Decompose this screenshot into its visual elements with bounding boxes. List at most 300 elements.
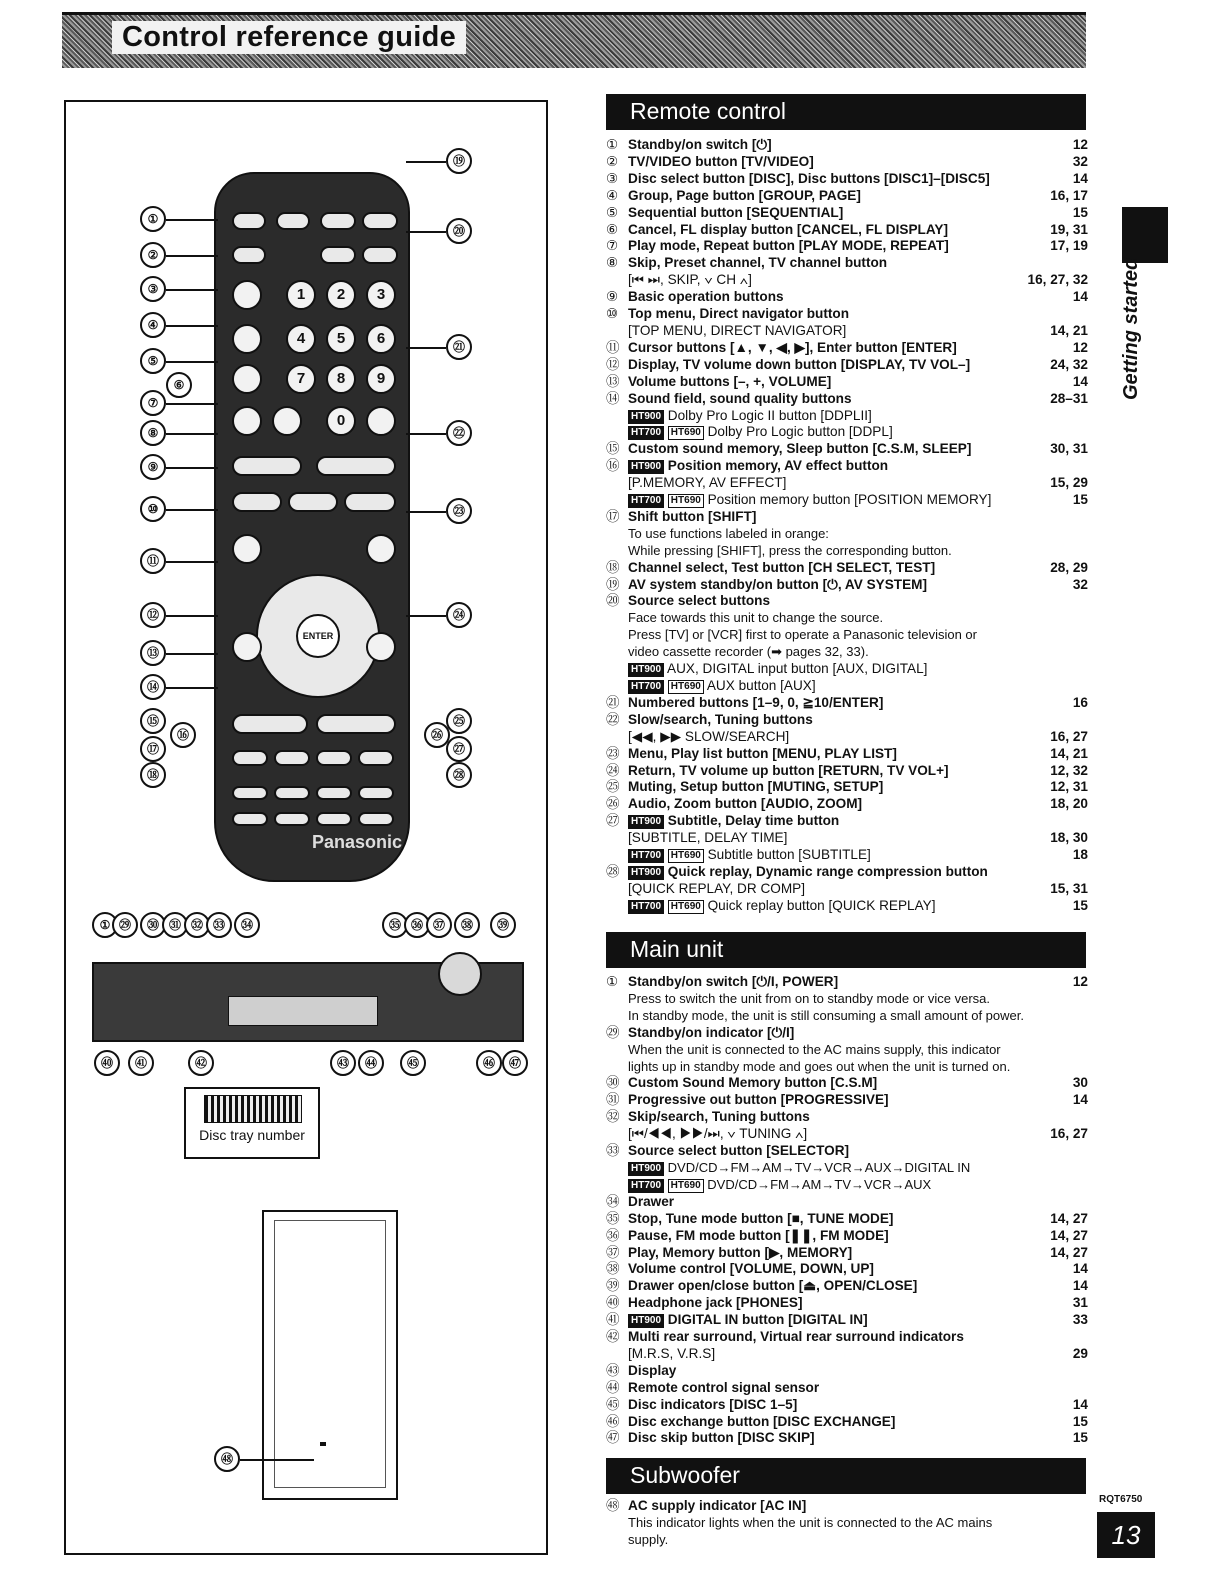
- list-item: [606, 779, 1088, 796]
- remote-stop-button: [232, 492, 282, 512]
- model-tag: HT690: [668, 426, 704, 440]
- item-number: ⑧: [606, 255, 619, 271]
- list-item: [606, 1075, 1088, 1092]
- disc-tray-icon: [204, 1095, 302, 1123]
- unit-callout: ㉚: [140, 912, 166, 938]
- remote-brand-logo: Panasonic: [312, 832, 403, 852]
- callout-11: ⑪: [140, 548, 166, 574]
- item-label: [⏮/◀◀, ▶▶/⏭, ∨ TUNING ∧]: [628, 1126, 808, 1142]
- note-text: video cassette recorder (➡ pages 32, 33).: [628, 644, 869, 660]
- unit-callout: ㉙: [112, 912, 138, 938]
- list-item: [606, 1228, 1088, 1245]
- callout-24: ㉔: [446, 602, 472, 628]
- item-number: ㊼: [606, 1430, 620, 1446]
- item-number: ㊸: [606, 1362, 620, 1378]
- item-page-ref: 18: [1072, 847, 1088, 863]
- item-label: Return, TV volume up button [RETURN, TV VOL+]: [628, 762, 949, 778]
- item-label: Disc skip button [DISC SKIP]: [628, 1430, 815, 1446]
- remote-power-button: [232, 212, 266, 230]
- list-item: [606, 577, 1088, 594]
- remote-av-system-button: [276, 212, 310, 230]
- leader-line: [406, 433, 446, 435]
- model-tag: HT900: [628, 663, 664, 677]
- remote-skip-button: [232, 456, 302, 476]
- list-item: [606, 678, 1088, 695]
- list-item: [606, 1194, 1088, 1211]
- item-number: ㉓: [606, 745, 620, 761]
- item-label: Basic operation buttons: [628, 289, 784, 305]
- subwoofer-heading: Subwoofer: [606, 1458, 1086, 1494]
- remote-control-list: [606, 137, 1088, 915]
- callout-6: ⑥: [166, 372, 192, 398]
- remote-number-button: 0: [326, 406, 356, 436]
- item-label: Source select buttons: [628, 593, 771, 609]
- list-item: [606, 847, 1088, 864]
- item-number: ㉞: [606, 1193, 620, 1209]
- remote-number-button: 6: [366, 324, 396, 354]
- item-label: Headphone jack [PHONES]: [628, 1295, 803, 1311]
- callout-28: ㉘: [446, 762, 472, 788]
- item-number: ⑫: [606, 356, 620, 372]
- list-item: [606, 1414, 1088, 1431]
- list-note: [606, 610, 1088, 627]
- list-item: [606, 974, 1088, 991]
- list-note: [606, 1515, 1088, 1532]
- list-note: [606, 1160, 1088, 1177]
- callout-23: ㉓: [446, 498, 472, 524]
- item-label: Play mode, Repeat button [PLAY MODE, REPEAT]: [628, 238, 949, 254]
- item-label: Dolby Pro Logic II button [DDPLII]: [667, 407, 872, 423]
- section-side-label: Getting started: [1120, 257, 1142, 400]
- item-label: Subtitle, Delay time button: [667, 813, 840, 829]
- callout-14: ⑭: [140, 674, 166, 700]
- remote-pause-button: [288, 492, 338, 512]
- item-label: Play, Memory button [▶, MEMORY]: [628, 1244, 853, 1260]
- item-page-ref: 14: [1072, 1261, 1088, 1277]
- item-number: ㊱: [606, 1227, 620, 1243]
- list-item: [606, 1380, 1088, 1397]
- model-tag: HT700: [628, 849, 664, 863]
- item-number: ㉒: [606, 711, 620, 727]
- item-page-ref: 14: [1072, 170, 1088, 186]
- item-number: ㊲: [606, 1244, 620, 1260]
- leader-line: [406, 161, 446, 163]
- item-label: Disc indicators [DISC 1–5]: [628, 1396, 798, 1412]
- callout-17: ⑰: [140, 736, 166, 762]
- callout-10: ⑩: [140, 496, 166, 522]
- item-page-ref: 14: [1072, 289, 1088, 305]
- item-label: AV system standby/on button [⏻, AV SYSTEM]: [628, 576, 928, 592]
- callout-22: ㉒: [446, 420, 472, 446]
- list-note: [606, 644, 1088, 661]
- item-label: Shift button [SHIFT]: [628, 508, 757, 524]
- list-note: [606, 1059, 1088, 1076]
- unit-callout: ㊵: [94, 1050, 120, 1076]
- list-item: [606, 813, 1088, 830]
- item-number: ㉚: [606, 1075, 620, 1091]
- remote-number-button: 7: [286, 364, 316, 394]
- remote-number-button: 8: [326, 364, 356, 394]
- model-tag: HT690: [668, 849, 704, 863]
- leader-line: [166, 467, 218, 469]
- list-item: [606, 492, 1088, 509]
- model-tag: HT900: [628, 866, 664, 880]
- page-number: 13: [1097, 1512, 1155, 1558]
- item-page-ref: 12, 32: [1050, 762, 1088, 778]
- item-number: ①: [606, 974, 619, 989]
- unit-callout: ㊴: [490, 912, 516, 938]
- note-text: While pressing [SHIFT], press the corresponding button.: [628, 542, 952, 558]
- list-item: [606, 1143, 1088, 1160]
- item-label: [⏮ ⏭, SKIP, ∨ CH ∧]: [628, 272, 752, 288]
- item-page-ref: 30, 31: [1050, 441, 1088, 457]
- remote-sound-button: [274, 750, 310, 766]
- note-text: Face towards this unit to change the source.: [628, 610, 884, 626]
- list-item: [606, 1329, 1088, 1346]
- list-item: [606, 458, 1088, 475]
- item-number: ⑥: [606, 221, 619, 237]
- item-number: ⑬: [606, 373, 620, 389]
- unit-callout: ㉟: [382, 912, 408, 938]
- callout-5: ⑤: [140, 348, 166, 374]
- remote-source-button: [320, 246, 356, 264]
- item-label: Skip, Preset channel, TV channel button: [628, 255, 888, 271]
- item-number: ㉗: [606, 813, 620, 829]
- item-number: ⑲: [606, 576, 620, 592]
- item-page-ref: 15: [1072, 1430, 1088, 1446]
- remote-subtitle-button: [358, 812, 394, 826]
- item-label: Channel select, Test button [CH SELECT, TEST]: [628, 559, 936, 575]
- item-label: Source select button [SELECTOR]: [628, 1143, 850, 1159]
- remote-ch-select-button: [274, 812, 310, 826]
- callout-7: ⑦: [140, 390, 166, 416]
- item-label: Multi rear surround, Virtual rear surround indicators: [628, 1329, 964, 1345]
- remote-enter-button: ENTER: [296, 614, 340, 658]
- list-item: [606, 593, 1088, 610]
- item-number: ⑤: [606, 204, 619, 220]
- remote-source-button: [320, 212, 356, 230]
- item-page-ref: 16, 27: [1050, 1126, 1088, 1142]
- item-number: ㉝: [606, 1143, 620, 1159]
- callout-18: ⑱: [140, 762, 166, 788]
- list-item: [606, 272, 1088, 289]
- note-text: DVD/CD→FM→AM→TV→VCR→AUX: [707, 1176, 932, 1192]
- callout-19: ⑲: [446, 148, 472, 174]
- model-tag: HT700: [628, 426, 664, 440]
- leader-line: [166, 561, 218, 563]
- list-item: [606, 1092, 1088, 1109]
- remote-audio-button: [316, 786, 352, 800]
- leader-line: [166, 289, 218, 291]
- model-tag: HT690: [668, 680, 704, 694]
- item-label: TV/VIDEO button [TV/VIDEO]: [628, 153, 814, 169]
- model-tag: HT900: [628, 410, 664, 424]
- item-label: Skip/search, Tuning buttons: [628, 1109, 810, 1125]
- remote-repeat-button: [232, 406, 262, 436]
- item-label: [P.MEMORY, AV EFFECT]: [628, 475, 787, 491]
- remote-source-button: [362, 246, 398, 264]
- unit-callout: ㉝: [206, 912, 232, 938]
- leader-line: [166, 219, 218, 221]
- item-label: Custom sound memory, Sleep button [C.S.M, SLEEP]: [628, 441, 972, 457]
- callout-20: ⑳: [446, 218, 472, 244]
- list-note: [606, 991, 1088, 1008]
- list-item: [606, 881, 1088, 898]
- item-label: Quick replay button [QUICK REPLAY]: [707, 897, 936, 913]
- callout-9: ⑨: [140, 454, 166, 480]
- leader-line: [406, 511, 446, 513]
- item-number: ㊹: [606, 1379, 620, 1395]
- list-item: [606, 661, 1088, 678]
- model-tag: HT700: [628, 494, 664, 508]
- leader-line: [166, 255, 218, 257]
- remote-number-button: 3: [366, 280, 396, 310]
- list-note: [606, 627, 1088, 644]
- model-tag: HT900: [628, 815, 664, 829]
- item-page-ref: 15: [1072, 492, 1088, 508]
- section-tab: [1122, 207, 1168, 263]
- item-number: ②: [606, 153, 619, 169]
- item-page-ref: 16, 17: [1050, 187, 1088, 203]
- item-number: ㊷: [606, 1329, 620, 1345]
- note-text: lights up in standby mode and goes out when the unit is turned on.: [628, 1058, 1011, 1074]
- item-page-ref: 32: [1072, 576, 1088, 592]
- leader-line: [166, 615, 218, 617]
- item-page-ref: 12: [1072, 339, 1088, 355]
- remote-source-button: [362, 212, 398, 230]
- item-number: ㊶: [606, 1312, 620, 1328]
- list-item: [606, 729, 1088, 746]
- item-label: Muting, Setup button [MUTING, SETUP]: [628, 779, 884, 795]
- remote-control-illustration: [214, 172, 410, 882]
- note-text: DVD/CD→FM→AM→TV→VCR→AUX→DIGITAL IN: [667, 1159, 971, 1175]
- main-unit-heading: Main unit: [606, 932, 1086, 968]
- subwoofer-front: [274, 1220, 386, 1488]
- list-item: [606, 340, 1088, 357]
- item-page-ref: 28–31: [1050, 390, 1088, 406]
- list-item: [606, 746, 1088, 763]
- list-item: [606, 171, 1088, 188]
- item-label: AC supply indicator [AC IN]: [628, 1498, 807, 1513]
- item-page-ref: 30: [1072, 1075, 1088, 1091]
- item-number: ⑳: [606, 593, 620, 609]
- item-label: Pause, FM mode button [❚❚, FM MODE]: [628, 1227, 889, 1243]
- item-page-ref: 16, 27, 32: [1027, 272, 1088, 288]
- leader-line: [406, 347, 446, 349]
- callout-26: ㉖: [424, 722, 450, 748]
- leader-line: [166, 653, 218, 655]
- item-page-ref: 17, 19: [1050, 238, 1088, 254]
- list-item: [606, 796, 1088, 813]
- list-item: [606, 1397, 1088, 1414]
- item-number: ⑱: [606, 559, 620, 575]
- list-note: [606, 1532, 1088, 1549]
- remote-number-button: 2: [326, 280, 356, 310]
- remote-sound-button: [316, 750, 352, 766]
- list-item: [606, 222, 1088, 239]
- list-note: [606, 1042, 1088, 1059]
- list-item: [606, 374, 1088, 391]
- item-page-ref: 14, 27: [1050, 1244, 1088, 1260]
- remote-sound-button: [232, 750, 268, 766]
- list-note: [606, 543, 1088, 560]
- list-item: [606, 1109, 1088, 1126]
- item-label: Volume control [VOLUME, DOWN, UP]: [628, 1261, 874, 1277]
- leader-line: [166, 403, 218, 405]
- list-item: [606, 560, 1088, 577]
- list-item: [606, 323, 1088, 340]
- item-label: Disc exchange button [DISC EXCHANGE]: [628, 1413, 896, 1429]
- callout-15: ⑮: [140, 708, 166, 734]
- list-item: [606, 1261, 1088, 1278]
- subwoofer-illustration: [262, 1210, 398, 1500]
- leader-line: [166, 687, 218, 689]
- remote-control-heading: Remote control: [606, 94, 1086, 130]
- model-tag: HT700: [628, 900, 664, 914]
- item-label: Quick replay, Dynamic range compression button: [667, 863, 988, 879]
- item-label: Top menu, Direct navigator button: [628, 306, 850, 322]
- item-number: ㉑: [606, 694, 620, 710]
- remote-group-button: [232, 324, 262, 354]
- list-item: [606, 306, 1088, 323]
- list-note: [606, 526, 1088, 543]
- item-page-ref: 28, 29: [1050, 559, 1088, 575]
- item-label: [SUBTITLE, DELAY TIME]: [628, 830, 788, 846]
- unit-callout: ㊼: [502, 1050, 528, 1076]
- list-item: [606, 154, 1088, 171]
- unit-callout: ㊸: [330, 1050, 356, 1076]
- item-number: ㊵: [606, 1295, 620, 1311]
- list-item: [606, 391, 1088, 408]
- callout-2: ②: [140, 242, 166, 268]
- unit-callout: ㊻: [476, 1050, 502, 1076]
- list-item: [606, 357, 1088, 374]
- item-label: Group, Page button [GROUP, PAGE]: [628, 187, 861, 203]
- item-number: ㉖: [606, 796, 620, 812]
- remote-number-button: 5: [326, 324, 356, 354]
- list-item: [606, 188, 1088, 205]
- item-number: ①: [606, 137, 619, 152]
- list-item: [606, 1295, 1088, 1312]
- item-page-ref: 12: [1072, 137, 1088, 152]
- item-label: Numbered buttons [1–9, 0, ≧10/ENTER]: [628, 694, 884, 710]
- item-label: Audio, Zoom button [AUDIO, ZOOM]: [628, 796, 863, 812]
- list-item: [606, 1363, 1088, 1380]
- item-number: ⑦: [606, 238, 619, 254]
- item-label: Dolby Pro Logic button [DDPL]: [707, 424, 893, 440]
- callout-1: ①: [140, 206, 166, 232]
- item-page-ref: 18, 30: [1050, 830, 1088, 846]
- list-item: [606, 424, 1088, 441]
- model-tag: HT900: [628, 1314, 664, 1328]
- item-page-ref: 15, 31: [1050, 880, 1088, 896]
- item-number: ⑨: [606, 289, 619, 305]
- model-tag: HT900: [628, 1162, 664, 1176]
- list-item: [606, 1430, 1088, 1447]
- item-label: Display, TV volume down button [DISPLAY, TV VOL–]: [628, 356, 971, 372]
- list-item: [606, 255, 1088, 272]
- remote-play-button: [344, 492, 396, 512]
- note-text: In standby mode, the unit is still consuming a small amount of power.: [628, 1007, 1024, 1023]
- remote-return-button: [366, 632, 396, 662]
- item-label: [M.R.S, V.R.S]: [628, 1345, 716, 1361]
- item-page-ref: 16, 27: [1050, 728, 1088, 744]
- list-note: [606, 1177, 1088, 1194]
- unit-callout: ㉜: [184, 912, 210, 938]
- item-page-ref: 29: [1072, 1345, 1088, 1361]
- item-label: Sequential button [SEQUENTIAL]: [628, 204, 844, 220]
- item-page-ref: 14, 27: [1050, 1210, 1088, 1226]
- unit-callout: ㉞: [234, 912, 260, 938]
- unit-callout: ㊹: [358, 1050, 384, 1076]
- item-page-ref: 14: [1072, 1396, 1088, 1412]
- item-page-ref: 15: [1072, 204, 1088, 220]
- item-page-ref: 14, 21: [1050, 745, 1088, 761]
- unit-callout: ㊲: [426, 912, 452, 938]
- note-text: This indicator lights when the unit is connected to the AC mains: [628, 1514, 993, 1530]
- remote-top-menu-button: [232, 534, 262, 564]
- item-label: [QUICK REPLAY, DR COMP]: [628, 880, 806, 896]
- remote-cancel-button: [272, 406, 302, 436]
- list-item: [606, 238, 1088, 255]
- item-number: ㊻: [606, 1413, 620, 1429]
- unit-callout: ㊱: [404, 912, 430, 938]
- doc-code: RQT6750: [1099, 1494, 1143, 1505]
- item-label: Position memory, AV effect button: [667, 458, 889, 474]
- remote-muting-button: [358, 786, 394, 800]
- item-number: ④: [606, 187, 619, 203]
- item-number: ㊳: [606, 1261, 620, 1277]
- list-item: [606, 1211, 1088, 1228]
- item-label: Disc select button [DISC], Disc buttons [DISC1]–[DISC5]: [628, 170, 990, 186]
- item-label: Standby/on switch [⏻/I, POWER]: [628, 974, 839, 989]
- model-tag: HT700: [628, 680, 664, 694]
- remote-display-button: [232, 632, 262, 662]
- remote-number-button: 9: [366, 364, 396, 394]
- list-item: [606, 1126, 1088, 1143]
- model-tag: HT690: [668, 1179, 704, 1193]
- list-item: [606, 1498, 1088, 1515]
- note-text: To use functions labeled in orange:: [628, 525, 829, 541]
- remote-enter-10-button: [366, 406, 396, 436]
- model-tag: HT690: [668, 494, 704, 508]
- list-item: [606, 830, 1088, 847]
- item-label: Progressive out button [PROGRESSIVE]: [628, 1092, 889, 1108]
- item-label: Cursor buttons [▲, ▼, ◀, ▶], Enter button [ENTER]: [628, 339, 957, 355]
- item-page-ref: 14: [1072, 1092, 1088, 1108]
- list-item: [606, 408, 1088, 425]
- remote-menu-button: [366, 534, 396, 564]
- item-number: ③: [606, 170, 619, 186]
- remote-slow-search-button: [316, 456, 396, 476]
- item-page-ref: 31: [1072, 1295, 1088, 1311]
- item-label: Remote control signal sensor: [628, 1379, 820, 1395]
- remote-pmemory-button: [274, 786, 310, 800]
- volume-knob: [438, 952, 482, 996]
- item-number: ㉜: [606, 1109, 620, 1125]
- list-item: [606, 1346, 1088, 1363]
- disc-tray-label: Disc tray number: [199, 1127, 305, 1143]
- item-number: ㊴: [606, 1278, 620, 1294]
- item-page-ref: 19, 31: [1050, 221, 1088, 237]
- list-item: [606, 289, 1088, 306]
- item-page-ref: 14, 27: [1050, 1227, 1088, 1243]
- leader-line: [166, 325, 218, 327]
- item-label: Display: [628, 1362, 677, 1378]
- item-number: ⑰: [606, 508, 620, 524]
- item-number: ㊽: [606, 1498, 620, 1513]
- callout-13: ⑬: [140, 640, 166, 666]
